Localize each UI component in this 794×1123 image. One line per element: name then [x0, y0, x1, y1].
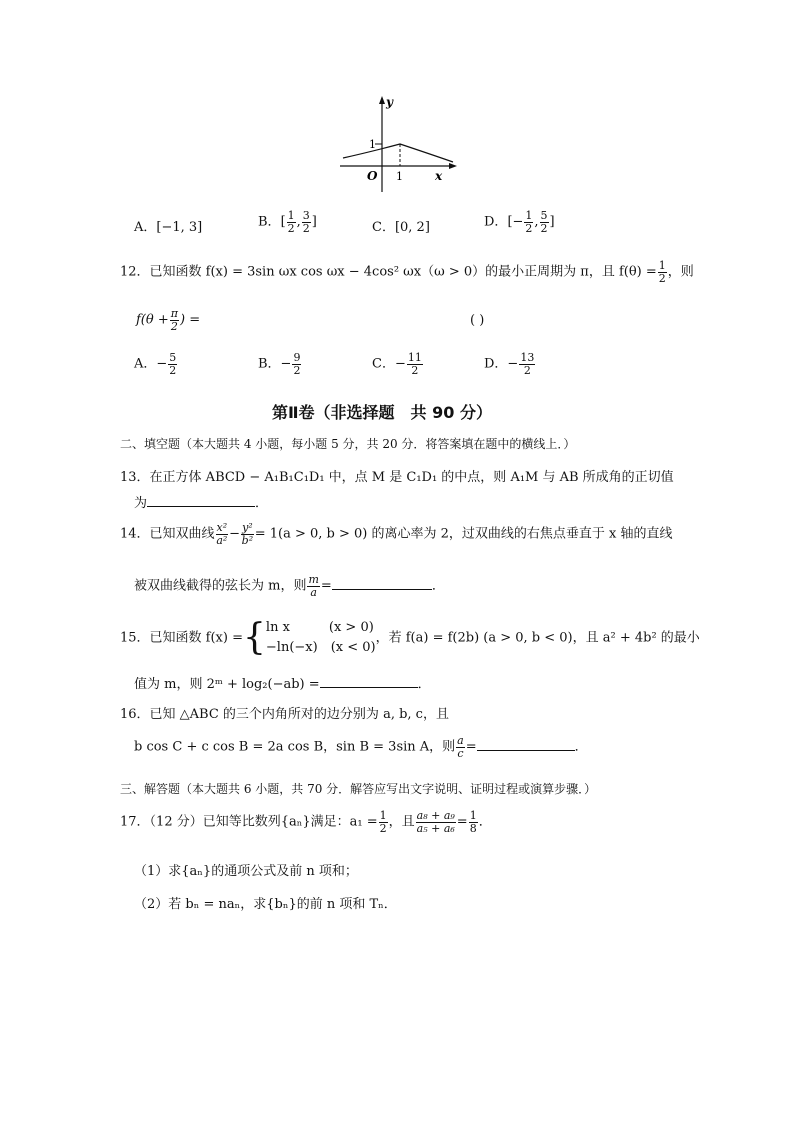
- q15-line2: 值为 m，则 2ᵐ + log₂(−ab) = ．: [134, 677, 431, 692]
- q11-option-c: C．[0, 2]: [372, 220, 430, 235]
- q16-line1: 16．已知 △ABC 的三个内角所对的边分别为 a, b, c，且: [120, 707, 449, 722]
- x-axis-label: x: [435, 169, 443, 183]
- q17-sub1: （1）求{aₙ}的通项公式及前 n 项和；: [134, 864, 358, 879]
- q11-option-d: D．[− $\frac{1}{2}$ , $\frac{5}{2}$ ]: [484, 209, 555, 235]
- function-graph: [335, 92, 460, 197]
- section3-header: 三、解答题（本大题共 6 小题，共 70 分．解答应写出文字说明、证明过程或演算步骤．）: [120, 782, 597, 796]
- q12-option-a: A．− $\frac{5}{2}$: [134, 351, 177, 377]
- q13-answer-blank[interactable]: [147, 506, 255, 507]
- q17-stem: 17．（12 分）已知等比数列{aₙ}满足：a₁ = $\frac{1}{2}$ ，且 $\frac{\text{a₈ + a₉}}{\text{a₅ + a₆}}$ = $\frac{1}{8}$ ．: [120, 809, 492, 835]
- tick-y-1: 1: [369, 138, 376, 151]
- q12-expression: f(θ + $\frac{\pi}{2}$ ) =: [136, 307, 201, 333]
- q16-line2: b cos C + c cos B = 2a cos B，sin B = 3sin A，则 $\frac{a}{c}$ = ．: [134, 734, 588, 760]
- q12-option-d: D．− $\frac{13}{2}$: [484, 351, 535, 377]
- q15-answer-blank[interactable]: [320, 687, 418, 688]
- q14-answer-blank[interactable]: [332, 589, 432, 590]
- tick-x-1: 1: [396, 170, 403, 183]
- part2-title: 第Ⅱ卷（非选择题 共 90 分）: [272, 403, 492, 422]
- q12-answer-paren: ( ): [470, 313, 485, 328]
- y-axis-label: y: [386, 95, 393, 109]
- q16-answer-blank[interactable]: [477, 750, 575, 751]
- q14-line1: 14．已知双曲线 $\frac{\text{x²}}{\text{a²}}$ − $\frac{\text{y²}}{\text{b²}}$ = 1(a > 0, b > 0) 的离心率为 2，过双曲线的右焦点垂直于 x 轴的直线: [120, 521, 673, 547]
- q12-option-b: B．− $\frac{9}{2}$: [258, 351, 301, 377]
- q14-line2: 被双曲线截得的弦长为 m，则 $\frac{m}{a}$ = ．: [134, 573, 445, 599]
- origin-label: O: [367, 169, 378, 183]
- q13-line2: 为 ．: [134, 496, 269, 511]
- q15-line1: 15．已知函数 f(x) ={ ln x (x > 0) −ln(−x) (x < 0) ，若 f(a) = f(2b) (a > 0, b < 0)，且 a² + 4b² 的最小: [120, 617, 700, 658]
- q13-line1: 13．在正方体 ABCD − A₁B₁C₁D₁ 中，点 M 是 C₁D₁ 的中点，则 A₁M 与 AB 所成角的正切值: [120, 470, 674, 485]
- q12-option-c: C．− $\frac{11}{2}$: [372, 351, 422, 377]
- q12-stem: 12．已知函数 f(x) = 3sin ωx cos ωx − 4cos² ωx（ω > 0）的最小正周期为 π，且 f(θ) = $\frac{1}{2}$ ，则: [120, 259, 694, 285]
- section2-header: 二、填空题（本大题共 4 小题，每小题 5 分，共 20 分．将答案填在题中的横线上．）: [120, 437, 576, 451]
- q17-sub2: （2）若 bₙ = naₙ，求{bₙ}的前 n 项和 Tₙ．: [134, 897, 397, 912]
- q11-option-a: A．[−1, 3]: [134, 220, 203, 235]
- q11-option-b: B．[ $\frac{1}{2}$ , $\frac{3}{2}$ ]: [258, 209, 317, 235]
